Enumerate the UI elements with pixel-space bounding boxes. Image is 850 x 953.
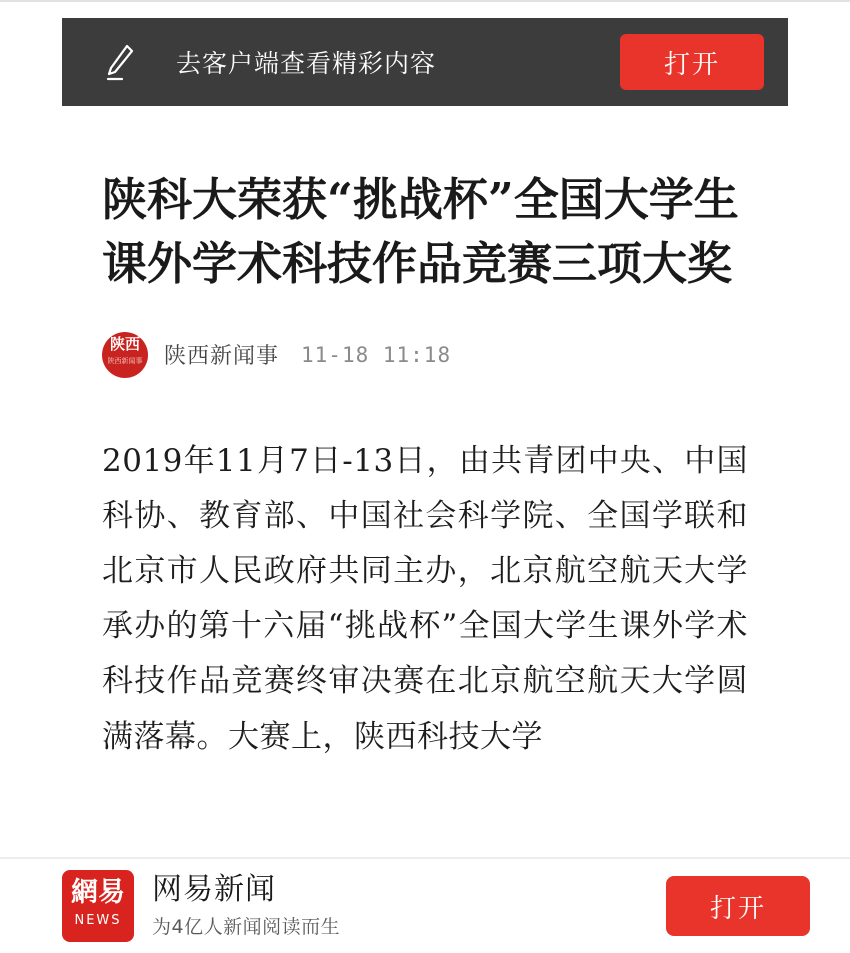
logo-top-text: 網易 [71, 877, 125, 908]
avatar-bottom-text: 陕西新闻事 [107, 357, 143, 365]
open-app-button-top[interactable]: 打开 [620, 34, 764, 90]
article-headline: 陕科大荣获“挑战杯”全国大学生课外学术科技作品竞赛三项大奖 [102, 173, 739, 290]
banner-text: 去客户端查看精彩内容 [176, 50, 437, 78]
brand-title: 网易新闻 [152, 872, 276, 908]
open-app-banner[interactable] [62, 18, 788, 106]
content-fade-mask [62, 787, 788, 857]
source-avatar[interactable] [102, 332, 148, 378]
open-app-button-bottom[interactable]: 打开 [666, 876, 810, 936]
right-gutter [788, 0, 850, 953]
article-body: 2019年11月7日-13日，由共青团中央、中国科协、教育部、中国社会科学院、全国学联和北京市人民政府共同主办，北京航空航天大学承办的第十六届“挑战杯”全国大学生课外学术科技作品竞赛终审决赛在北京航空航天大学圆满落幕。大赛上，陕西科技大学 [102, 442, 748, 755]
bottom-app-bar[interactable] [0, 857, 850, 953]
publish-time: 11-18 11:18 [301, 342, 452, 367]
pen-icon [102, 42, 136, 82]
byline [102, 332, 748, 378]
source-name[interactable]: 陕西新闻事 [164, 344, 280, 370]
brand-text-block [134, 873, 666, 939]
brand-slogan: 为4亿人新闻阅读而生 [152, 915, 341, 938]
left-gutter [0, 0, 62, 953]
avatar-top-text: 陕西 [109, 334, 140, 353]
netease-news-logo [62, 870, 134, 942]
article-content [62, 106, 788, 796]
logo-bottom-text: NEWS [74, 913, 122, 928]
top-divider [0, 0, 850, 2]
